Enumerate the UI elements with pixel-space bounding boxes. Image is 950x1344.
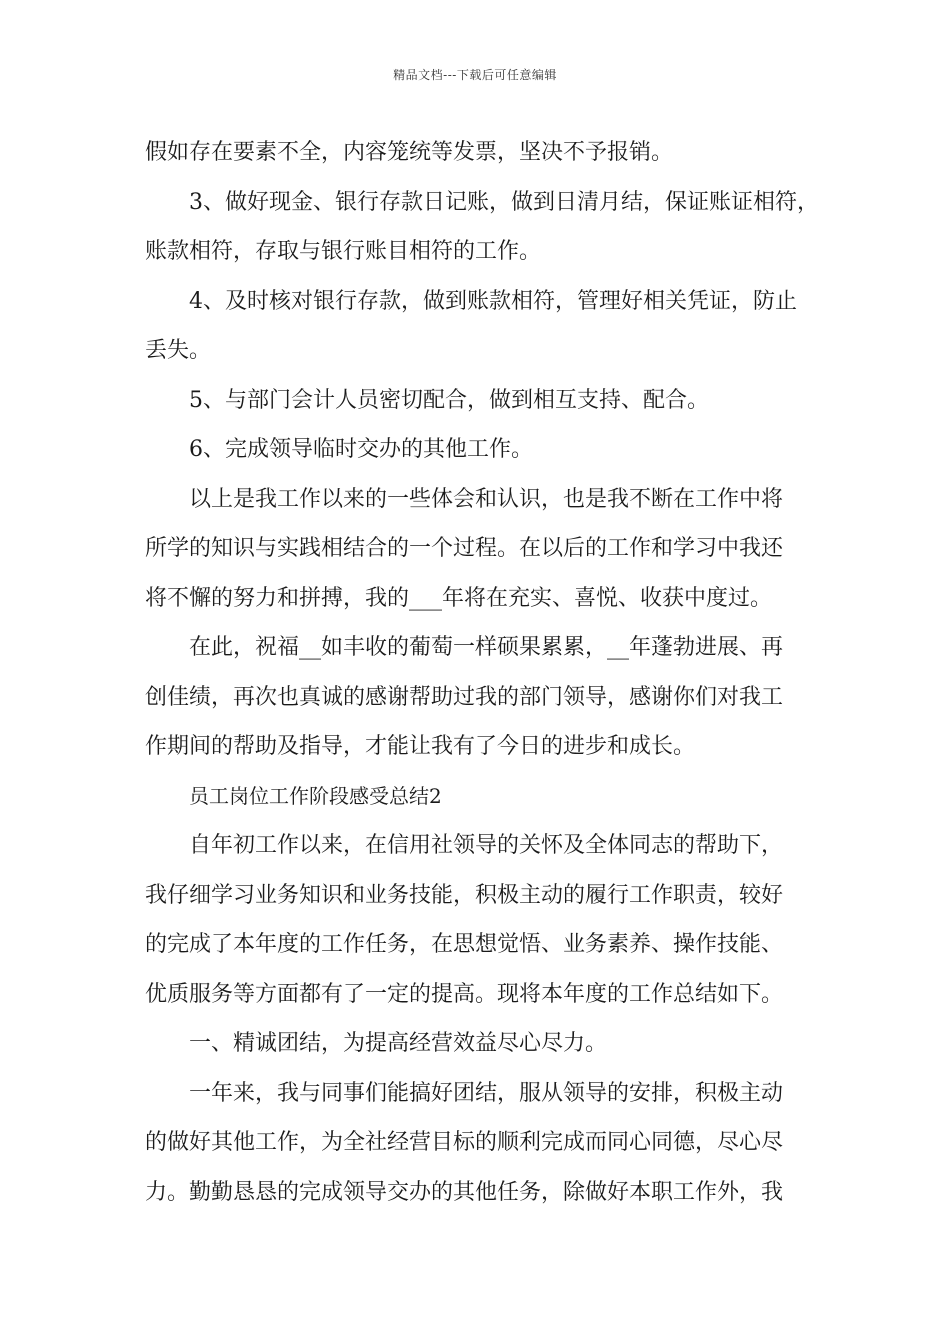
- text-line: 优质服务等方面都有了一定的提高。现将本年度的工作总结如下。: [145, 981, 784, 1007]
- text-line: 创佳绩，再次也真诚的感谢帮助过我的部门领导，感谢你们对我工: [145, 684, 784, 710]
- text-line: 一年来，我与同事们能搞好团结，服从领导的安排，积极主动: [189, 1080, 784, 1106]
- text-line: 4、及时核对银行存款，做到账款相符，管理好相关凭证，防止: [189, 288, 797, 314]
- text-line: 力。勤勤恳恳的完成领导交办的其他任务，除做好本职工作外，我: [145, 1179, 784, 1205]
- text-line: 所学的知识与实践相结合的一个过程。在以后的工作和学习中我还: [145, 536, 784, 561]
- text-line: 5、与部门会计人员密切配合，做到相互支持、配合。: [189, 387, 709, 413]
- text-line: 将不懈的努力和拼搏，我的___年将在充实、喜悦、收获中度过。: [145, 585, 773, 611]
- text-line: 丢失。: [145, 338, 212, 363]
- text-line: 我仔细学习业务知识和业务技能，积极主动的履行工作职责，较好: [145, 882, 784, 908]
- text-line: 的完成了本年度的工作任务，在思想觉悟、业务素养、操作技能、: [145, 932, 784, 957]
- section-heading: 员工岗位工作阶段感受总结2: [189, 783, 442, 808]
- text-line: 假如存在要素不全，内容笼统等发票，坚决不予报销。: [145, 140, 674, 165]
- text-line: 账款相符，存取与银行账目相符的工作。: [145, 239, 542, 264]
- text-line: 自年初工作以来，在信用社领导的关怀及全体同志的帮助下，: [189, 833, 784, 858]
- text-line: 6、完成领导临时交办的其他工作。: [189, 437, 533, 462]
- page-header: 精品文档---下载后可任意编辑: [393, 68, 557, 82]
- text-line: 作期间的帮助及指导，才能让我有了今日的进步和成长。: [145, 734, 696, 759]
- text-line: 3、做好现金、银行存款日记账，做到日清月结，保证账证相符，: [189, 189, 819, 215]
- text-line: 以上是我工作以来的一些体会和认识，也是我不断在工作中将: [189, 486, 784, 512]
- text-line: 在此，祝福__如丰收的葡萄一样硕果累累，__年蓬勃进展、再: [189, 635, 784, 660]
- document-body: [145, 128, 819, 1217]
- text-line: 的做好其他工作，为全社经营目标的顺利完成而同心同德，尽心尽: [145, 1130, 784, 1155]
- text-line: 一、精诚团结，为提高经营效益尽心尽力。: [189, 1031, 608, 1056]
